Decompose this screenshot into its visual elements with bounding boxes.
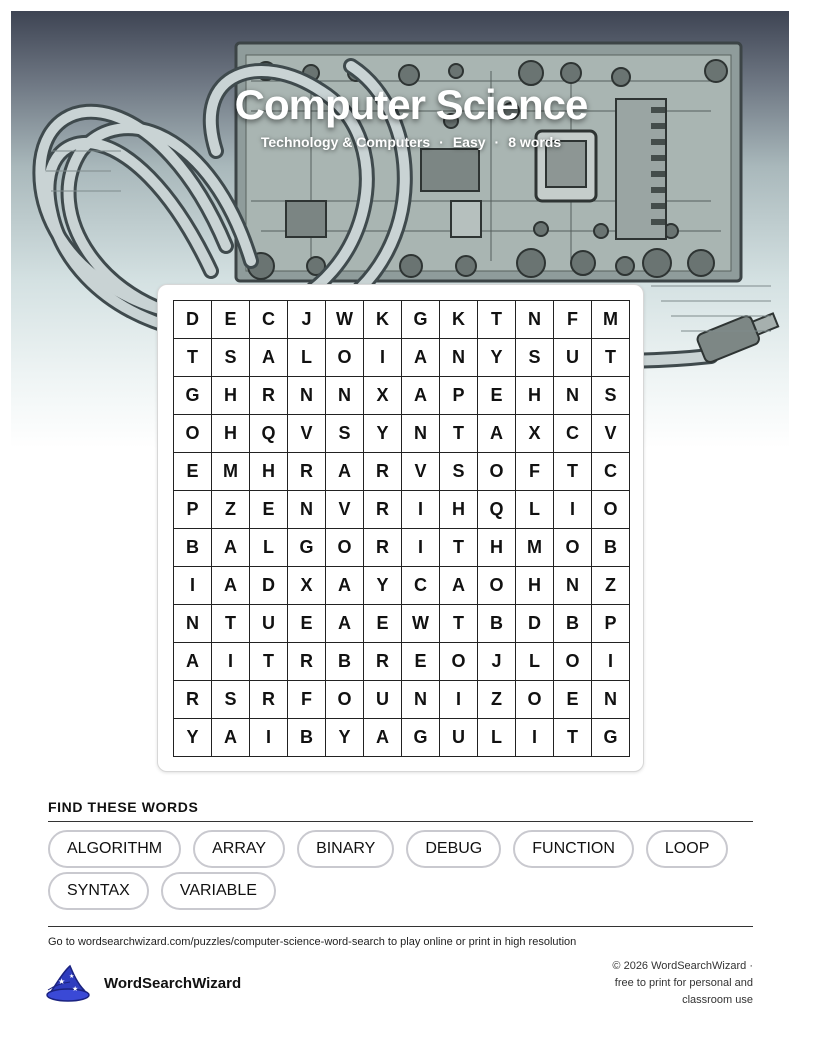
svg-text:★: ★ (69, 973, 75, 980)
svg-text:★: ★ (58, 977, 66, 986)
grid-cell[interactable]: V (288, 415, 326, 453)
grid-cell[interactable]: P (174, 491, 212, 529)
grid-cell[interactable]: A (326, 453, 364, 491)
grid-cell[interactable]: A (212, 719, 250, 757)
word-chip-syntax: SYNTAX (48, 872, 149, 910)
puzzle-meta (11, 134, 789, 150)
grid-cell[interactable]: L (478, 719, 516, 757)
grid-cell[interactable]: E (478, 377, 516, 415)
grid-cell[interactable]: N (326, 377, 364, 415)
grid-cell[interactable]: R (364, 453, 402, 491)
grid-cell[interactable]: T (554, 453, 592, 491)
puzzle-difficulty: Easy (452, 134, 486, 150)
grid-cell[interactable]: V (592, 415, 630, 453)
word-chip-loop: LOOP (646, 830, 728, 868)
grid-cell[interactable]: I (174, 567, 212, 605)
grid-cell[interactable]: Z (478, 681, 516, 719)
grid-cell[interactable]: Y (326, 719, 364, 757)
grid-cell[interactable]: L (516, 643, 554, 681)
grid-cell[interactable]: B (174, 529, 212, 567)
grid-cell[interactable]: F (516, 453, 554, 491)
grid-cell[interactable]: M (516, 529, 554, 567)
grid-cell[interactable]: Y (364, 415, 402, 453)
grid-cell[interactable]: G (402, 719, 440, 757)
grid-cell[interactable]: O (440, 643, 478, 681)
grid-cell[interactable]: S (326, 415, 364, 453)
grid-cell[interactable]: N (516, 301, 554, 339)
grid-cell[interactable]: R (288, 643, 326, 681)
letter-grid[interactable] (173, 300, 630, 757)
grid-cell[interactable]: I (516, 719, 554, 757)
grid-cell[interactable]: W (402, 605, 440, 643)
grid-cell[interactable]: T (250, 643, 288, 681)
play-online-note: Go to wordsearchwizard.com/puzzles/computer-science-word-search to play online or print in high resolution (48, 936, 577, 948)
grid-cell[interactable]: O (554, 529, 592, 567)
svg-text:★: ★ (72, 985, 79, 993)
grid-cell[interactable]: Q (478, 491, 516, 529)
word-chip-debug: DEBUG (406, 830, 501, 868)
grid-cell[interactable]: E (364, 605, 402, 643)
grid-cell[interactable]: T (440, 529, 478, 567)
copyright-line: free to print for personal and (614, 977, 753, 989)
grid-cell[interactable]: S (212, 681, 250, 719)
grid-cell[interactable]: K (440, 301, 478, 339)
grid-cell[interactable]: X (516, 415, 554, 453)
grid-cell[interactable]: A (402, 377, 440, 415)
grid-cell[interactable]: O (326, 681, 364, 719)
grid-cell[interactable]: T (592, 339, 630, 377)
word-list-heading: FIND THESE WORDS (48, 799, 199, 815)
grid-cell[interactable]: S (516, 339, 554, 377)
grid-cell[interactable]: G (174, 377, 212, 415)
grid-cell[interactable]: A (250, 339, 288, 377)
divider (48, 821, 753, 822)
grid-cell[interactable]: B (288, 719, 326, 757)
grid-cell[interactable]: A (212, 567, 250, 605)
grid-cell[interactable]: N (440, 339, 478, 377)
grid-cell[interactable]: J (478, 643, 516, 681)
word-chip-array: ARRAY (193, 830, 285, 868)
grid-cell[interactable]: O (478, 567, 516, 605)
grid-cell[interactable]: U (440, 719, 478, 757)
grid-cell[interactable]: N (402, 415, 440, 453)
grid-cell[interactable]: Y (174, 719, 212, 757)
grid-cell[interactable]: J (288, 301, 326, 339)
word-chip-function: FUNCTION (513, 830, 634, 868)
grid-cell[interactable]: O (554, 643, 592, 681)
grid-cell[interactable]: H (440, 491, 478, 529)
grid-cell[interactable]: S (212, 339, 250, 377)
word-list (48, 830, 753, 910)
grid-cell[interactable]: N (402, 681, 440, 719)
meta-separator: · (439, 134, 444, 150)
grid-cell[interactable]: D (174, 301, 212, 339)
grid-cell[interactable]: A (364, 719, 402, 757)
grid-cell[interactable]: N (174, 605, 212, 643)
letter-grid-card (157, 284, 644, 772)
grid-cell[interactable]: I (402, 529, 440, 567)
grid-cell[interactable]: R (364, 529, 402, 567)
wizard-hat-icon (46, 963, 92, 1003)
grid-cell[interactable]: U (250, 605, 288, 643)
grid-cell[interactable]: O (326, 339, 364, 377)
grid-cell[interactable]: E (402, 643, 440, 681)
grid-cell[interactable]: B (554, 605, 592, 643)
grid-cell[interactable]: C (554, 415, 592, 453)
grid-cell[interactable]: Z (212, 491, 250, 529)
grid-cell[interactable]: A (478, 415, 516, 453)
grid-cell[interactable]: O (478, 453, 516, 491)
grid-cell[interactable]: N (554, 567, 592, 605)
grid-cell[interactable]: O (516, 681, 554, 719)
grid-cell[interactable]: K (364, 301, 402, 339)
grid-cell[interactable]: E (250, 491, 288, 529)
grid-cell[interactable]: B (326, 643, 364, 681)
grid-cell[interactable]: C (402, 567, 440, 605)
grid-cell[interactable]: H (478, 529, 516, 567)
grid-cell[interactable]: W (326, 301, 364, 339)
puzzle-word-count: 8 words (508, 134, 562, 150)
grid-cell[interactable]: P (592, 605, 630, 643)
divider (48, 926, 753, 927)
grid-cell[interactable]: Y (364, 567, 402, 605)
grid-cell[interactable]: R (364, 643, 402, 681)
copyright-line: classroom use (682, 994, 753, 1006)
grid-cell[interactable]: E (174, 453, 212, 491)
grid-cell[interactable]: R (364, 491, 402, 529)
grid-cell[interactable]: I (364, 339, 402, 377)
grid-cell[interactable]: G (402, 301, 440, 339)
grid-cell[interactable]: C (592, 453, 630, 491)
grid-cell[interactable]: M (212, 453, 250, 491)
grid-cell[interactable]: H (516, 377, 554, 415)
grid-cell[interactable]: R (174, 681, 212, 719)
grid-cell[interactable]: I (554, 491, 592, 529)
word-chip-algorithm: ALGORITHM (48, 830, 181, 868)
grid-cell[interactable]: Q (250, 415, 288, 453)
grid-cell[interactable]: I (250, 719, 288, 757)
grid-cell[interactable]: S (440, 453, 478, 491)
brand-name: WordSearchWizard (104, 974, 242, 992)
grid-cell[interactable]: M (592, 301, 630, 339)
grid-cell[interactable]: T (212, 605, 250, 643)
grid-cell[interactable]: A (326, 605, 364, 643)
grid-cell[interactable]: I (402, 491, 440, 529)
grid-cell[interactable]: G (288, 529, 326, 567)
grid-cell[interactable]: N (592, 681, 630, 719)
word-chip-variable: VARIABLE (161, 872, 276, 910)
brand (46, 963, 241, 1003)
grid-cell[interactable]: F (288, 681, 326, 719)
grid-cell[interactable]: V (326, 491, 364, 529)
grid-cell[interactable]: L (288, 339, 326, 377)
grid-cell[interactable]: T (440, 415, 478, 453)
grid-cell[interactable]: O (592, 491, 630, 529)
meta-separator: · (494, 134, 500, 150)
grid-cell[interactable]: T (440, 605, 478, 643)
grid-cell[interactable]: I (212, 643, 250, 681)
grid-cell[interactable]: S (592, 377, 630, 415)
puzzle-title: Computer Science (234, 81, 588, 128)
grid-cell[interactable]: T (174, 339, 212, 377)
grid-cell[interactable]: E (554, 681, 592, 719)
grid-cell[interactable]: P (440, 377, 478, 415)
grid-cell[interactable]: H (250, 453, 288, 491)
grid-cell[interactable]: F (554, 301, 592, 339)
grid-cell[interactable]: X (288, 567, 326, 605)
grid-cell[interactable]: A (326, 567, 364, 605)
grid-cell[interactable]: X (364, 377, 402, 415)
grid-cell[interactable]: B (478, 605, 516, 643)
grid-cell[interactable]: B (592, 529, 630, 567)
grid-cell[interactable]: T (478, 301, 516, 339)
grid-cell[interactable]: A (440, 567, 478, 605)
grid-cell[interactable]: N (554, 377, 592, 415)
grid-cell[interactable]: O (174, 415, 212, 453)
grid-cell[interactable]: U (364, 681, 402, 719)
grid-cell[interactable]: A (174, 643, 212, 681)
grid-cell[interactable]: E (212, 301, 250, 339)
grid-cell[interactable]: Y (478, 339, 516, 377)
grid-cell[interactable]: D (250, 567, 288, 605)
grid-cell[interactable]: I (440, 681, 478, 719)
grid-cell[interactable]: L (250, 529, 288, 567)
grid-cell[interactable]: L (516, 491, 554, 529)
grid-cell[interactable]: E (288, 605, 326, 643)
grid-cell[interactable]: R (288, 453, 326, 491)
grid-cell[interactable]: V (402, 453, 440, 491)
grid-cell[interactable]: G (592, 719, 630, 757)
grid-cell[interactable]: R (250, 377, 288, 415)
grid-cell[interactable]: N (288, 377, 326, 415)
grid-cell[interactable]: I (592, 643, 630, 681)
grid-cell[interactable]: H (212, 415, 250, 453)
grid-cell[interactable]: A (402, 339, 440, 377)
grid-cell[interactable]: T (554, 719, 592, 757)
copyright-notice (553, 958, 753, 1009)
grid-cell[interactable]: N (288, 491, 326, 529)
grid-cell[interactable]: H (212, 377, 250, 415)
grid-cell[interactable]: D (516, 605, 554, 643)
grid-cell[interactable]: Z (592, 567, 630, 605)
grid-cell[interactable]: O (326, 529, 364, 567)
grid-cell[interactable]: U (554, 339, 592, 377)
grid-cell[interactable]: C (250, 301, 288, 339)
grid-cell[interactable]: R (250, 681, 288, 719)
grid-cell[interactable]: A (212, 529, 250, 567)
puzzle-category: Technology & Computers (260, 134, 431, 150)
grid-cell[interactable]: H (516, 567, 554, 605)
copyright-line: © 2026 WordSearchWizard · (612, 960, 753, 972)
word-chip-binary: BINARY (297, 830, 394, 868)
